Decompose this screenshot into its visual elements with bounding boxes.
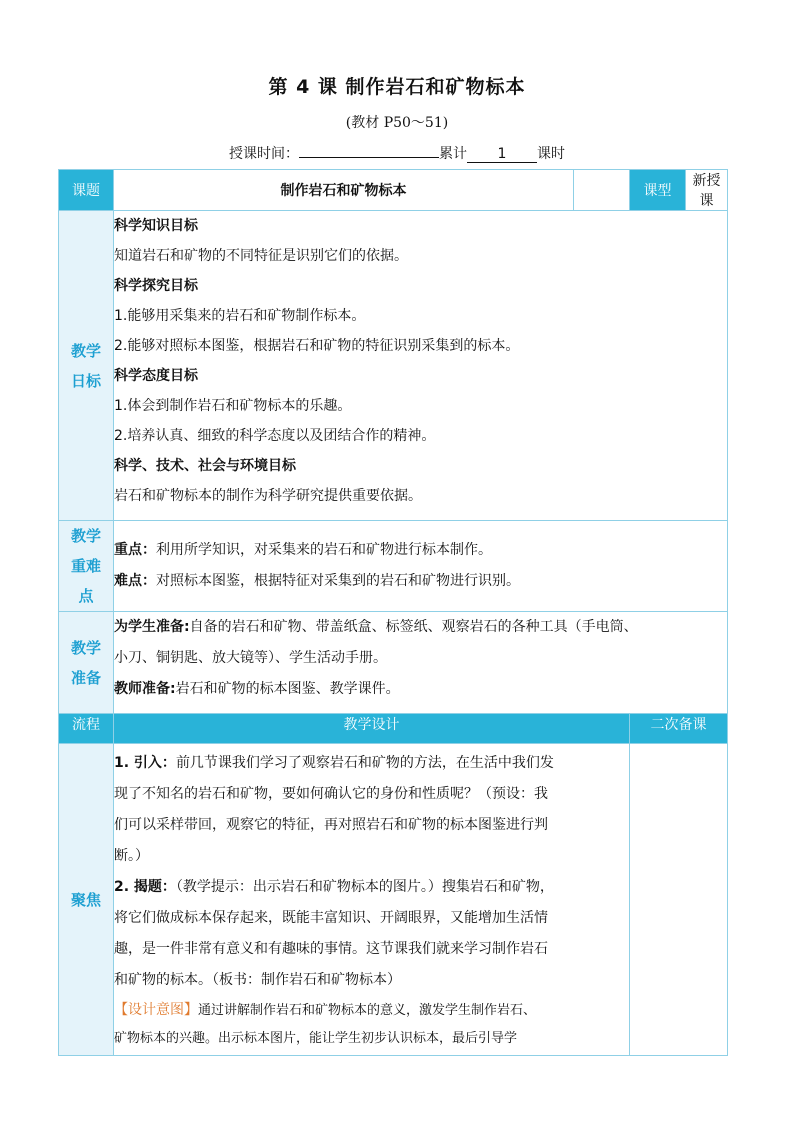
focus-content: 1. 引入：前几节课我们学习了观察岩石和矿物的方法，在生活中我们发 现了不知名的岩石和矿物，要如何确认它的身份和性质呢？（预设：我 们可以采样带回，观察它的特征，再对照岩石和矿物的标本图鉴进行判 断。） 2. 揭题：（教学提示：出示岩石和矿物标本的图片。）搜集岩石和矿物， 将它们做成标本保存起来，既能丰富知识、开阔眼界，又能增加生活情 趣，是一件非常有意义和有趣味的事情。这节课我们就来学习制作岩石 和矿物的标本。（板书：制作岩石和矿物标本） 【设计意图】通过讲解制作岩石和矿物标本的意义，激发学生制作岩石、 矿物标本的兴趣。出示标本图片，能让学生初步认识标本，最后引导学 [114, 744, 630, 1056]
flow-header-row [59, 714, 728, 744]
goals-row [59, 211, 728, 521]
preparation-content: 为学生准备:自备的岩石和矿物、带盖纸盒、标签纸、观察岩石的各种工具（手电筒、 小刀、铜钥匙、放大镜等）、学生活动手册。 教师准备:岩石和矿物的标本图鉴、教学课件。 [114, 612, 728, 714]
design-label: 教学设计 [114, 714, 630, 744]
time-label: 授课时间： [229, 146, 299, 162]
goal-head: 科学知识目标 [114, 218, 198, 234]
lesson-title: 第 4 课 制作岩石和矿物标本 [268, 76, 526, 98]
preparation-row [59, 612, 728, 714]
textbook-pages: (教材 P50～51) [345, 115, 449, 131]
topic-row [59, 170, 728, 211]
topic-label: 课题 [59, 170, 114, 211]
goal-line: 岩石和矿物标本的制作为科学研究提供重要依据。 [114, 488, 422, 504]
goal-line: 知道岩石和矿物的不同特征是识别它们的依据。 [114, 248, 408, 264]
design-intent: 【设计意图】通过讲解制作岩石和矿物标本的意义，激发学生制作岩石、 矿物标本的兴趣。出示标本图片，能让学生初步认识标本，最后引导学 [114, 1002, 537, 1046]
goals-content [114, 211, 728, 521]
goals-label: 教学 日标 [59, 211, 114, 521]
key-points-row [59, 521, 728, 612]
key-points-label: 教学 重难 点 [59, 521, 114, 612]
accum-value: 1 [467, 146, 537, 163]
goal-line: 1.体会到制作岩石和矿物标本的乐趣。 [114, 398, 352, 414]
goal-line: 2.能够对照标本图鉴，根据岩石和矿物的特征识别采集到的标本。 [114, 338, 520, 354]
second-prep-cell[interactable] [630, 744, 728, 1056]
focus-row [59, 744, 728, 1056]
flow-label: 流程 [59, 714, 114, 744]
hour-label: 课时 [537, 146, 565, 162]
teaching-time-line [0, 143, 794, 163]
type-label: 课型 [630, 170, 686, 211]
accum-label: 累计 [439, 146, 467, 162]
lesson-plan-table [58, 169, 728, 1056]
focus-label: 聚焦 [59, 744, 114, 1056]
second-prep-label: 二次备课 [630, 714, 728, 744]
type-value: 新授课 [686, 170, 728, 211]
goal-head: 科学探究目标 [114, 278, 198, 294]
goal-head: 科学、技术、社会与环境目标 [114, 458, 296, 474]
key-points-content: 重点：利用所学知识，对采集来的岩石和矿物进行标本制作。 难点：对照标本图鉴，根据特征对采集到的岩石和矿物进行识别。 [114, 521, 728, 612]
time-blank [299, 157, 439, 158]
goal-head: 科学态度目标 [114, 368, 198, 384]
topic-value: 制作岩石和矿物标本 [114, 170, 574, 211]
goal-line: 1.能够用采集来的岩石和矿物制作标本。 [114, 308, 366, 324]
goal-line: 2.培养认真、细致的科学态度以及团结合作的精神。 [114, 428, 436, 444]
preparation-label: 教学 准备 [59, 612, 114, 714]
